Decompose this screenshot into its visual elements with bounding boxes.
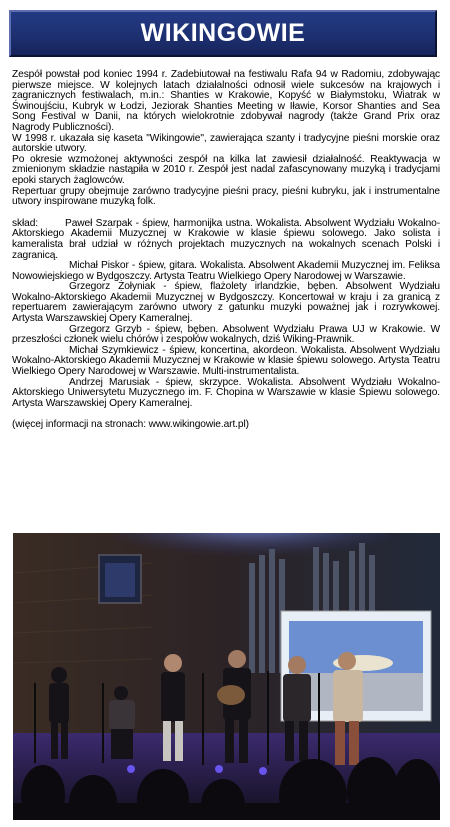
member-piskor: Michał Piskor - śpiew, gitara. Wokalista. Absolwent Akademii Muzycznej im. Feliksa Nowowiejskiego w Bydgoszczy. Artysta Teatru Wielkiego Opery Narodowej w Warszawie. (12, 260, 440, 282)
more-info-text: (więcej informacji na stronach: www.wikingowie.art.pl) (12, 419, 249, 431)
paragraph-history: Zespół powstał pod koniec 1994 r. Zadebiutował na festiwalu Rafa 94 w Radomiu, zdobywając pierwsze miejsce. W kolejnych latach działalności odnosił wiele sukcesów na krajowych i zagranicznych festiwalach, m.in.: Shanties w Krakowie, Kopyść w Białymstoku, Wiatrak w Świnoujściu, Kubryk w Łodzi, Jeziorak Shanties Meeting w Iławie, Korsor Shanties and Sea Song Festival w Danii, na których wielokrotnie zdobywał nagrody (także Grand Prix oraz Nagrody Publiczności). (12, 69, 440, 133)
member-zolyniak: Grzegorz Żołyniak - śpiew, flażolety irlandzkie, bęben. Absolwent Wydziału Wokalno-Aktorskiego Akademii Muzycznej w Bydgoszczy. Koncertował w kraju i za granicą z repertuarem zawierającym zarówno utwory z gatunku muzyki poważnej jak i rozrywkowej. Artysta Warszawskiej Opery Kameralnej. (12, 281, 440, 325)
member-szarpak: skład: Paweł Szarpak - śpiew, harmonijka ustna. Wokalista. Absolwent Wydziału Wokalno-Aktorskiego Akademii Muzycznej w Krakowie w klasie śpiewu solowego. Jako solista i kameralista brał udział w różnych projektach muzycznych na wokalnych scenach Polski i zagranicą. (12, 217, 440, 261)
page-title: WIKINGOWIE (140, 19, 306, 47)
member-grzyb: Grzegorz Grzyb - śpiew, bęben. Absolwent Wydziału Prawa UJ w Krakowie. W przeszłości członek wielu chórów i zespołów wokalnych, dziś Wiking-Prawnik. (12, 323, 440, 346)
article-body (12, 70, 440, 431)
concert-scene-image (13, 533, 440, 820)
member-szymkiewicz: Michał Szymkiewicz - śpiew, koncertina, akordeon. Wokalista. Absolwent Wydziału Wokalno-Aktorskiego Akademii Muzycznej w Krakowie w klasie śpiewu solowego. Artysta Teatru Wielkiego Opery Narodowej w Warszawie. Multi-instrumentalista. (12, 344, 440, 378)
members-label: skład: (12, 217, 39, 229)
band-concert-photo (13, 533, 440, 820)
paragraph-cassette: W 1998 r. ukazała się kaseta "Wikingowie", zawierająca szanty i tradycyjne pieśni morskie oraz autorskie utwory. (12, 132, 440, 155)
paragraph-repertoire: Repertuar grupy obejmuje zarówno tradycyjne pieśni pracy, pieśni kubryku, jak i instrumentalne utwory inspirowane muzyką folk. (12, 185, 440, 208)
title-banner (9, 10, 437, 57)
paragraph-reactivation: Po okresie wzmożonej aktywności zespół na kilka lat zawiesił działalność. Reaktywacja w zmienionym składzie nastąpiła w 2010 r. Zespół jest nadal zafascynowany muzyką i tradycjami epoki starych żaglowców. (12, 153, 440, 186)
member-marusiak: Andrzej Marusiak - śpiew, skrzypce. Wokalista. Absolwent Wydziału Wokalno-Aktorskiego Uniwersytetu Muzycznego im. F. Chopina w Warszawie w klasie Śpiewu solowego. Artysta Warszawskiej Opery Kameralnej. (12, 376, 440, 409)
